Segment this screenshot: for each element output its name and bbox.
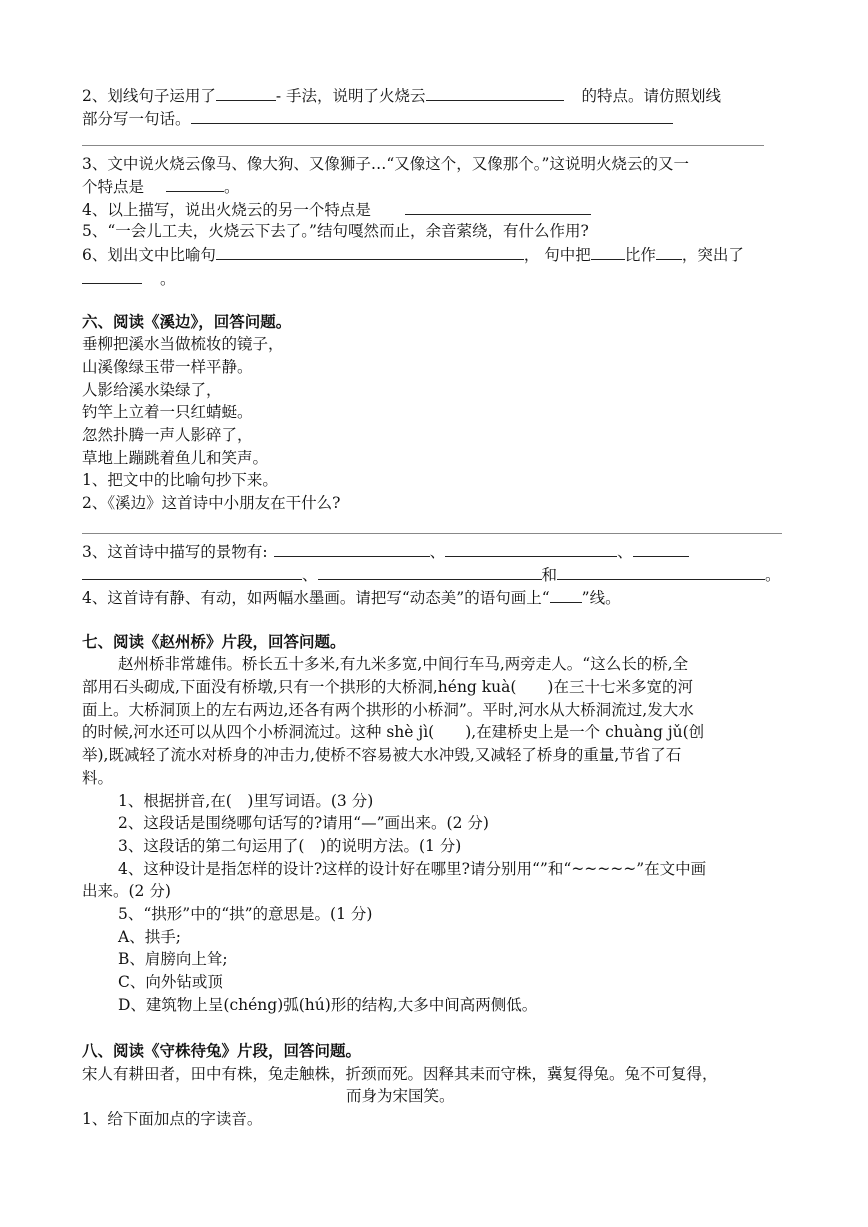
sec7-passage-line: 举),既减轻了流水对桥身的冲击力,使桥不容易被大水冲毁,又减轻了桥身的重量,节省了石 bbox=[82, 746, 682, 764]
sec5-q2-text-b: - 手法，说明了火烧云 bbox=[275, 87, 426, 105]
sec6-title: 六、阅读《溪边》，回答问题。 bbox=[82, 313, 292, 331]
option-b[interactable]: B、肩膀向上耸; bbox=[118, 950, 228, 968]
answer-line[interactable] bbox=[82, 145, 764, 146]
separator: 、 bbox=[617, 543, 633, 561]
answer-blank[interactable] bbox=[318, 563, 542, 580]
sec7-q1: 1、根据拼音,在( )里写词语。(3 分) bbox=[118, 792, 374, 810]
separator: 、 bbox=[429, 543, 446, 561]
sec5-q6-text-b: ， 句中把 bbox=[523, 246, 591, 264]
poem-line: 山溪像绿玉带一样平静。 bbox=[82, 358, 253, 376]
conjunction: 和 bbox=[541, 566, 558, 584]
answer-blank[interactable] bbox=[426, 84, 564, 101]
sec6-q1: 1、把文中的比喻句抄下来。 bbox=[82, 471, 278, 489]
sec7-q4-line1: 4、这种设计是指怎样的设计?这样的设计好在哪里?请分别用“”和“~~~~~”在文中画 bbox=[118, 860, 707, 878]
sec7-passage-line: 面上。大桥洞顶上的左右两边,还各有两个拱形的小桥洞”。平时,河水从大桥洞流过,发大水 bbox=[82, 701, 694, 719]
sec5-q3-line2 bbox=[82, 175, 240, 198]
option-a[interactable]: A、拱手; bbox=[118, 928, 181, 946]
sec6-q3-line2 bbox=[82, 563, 781, 586]
sec5-q2-line2 bbox=[82, 107, 673, 130]
sec7-q2: 2、这段话是围绕哪句话写的?请用“—”画出来。(2 分) bbox=[118, 814, 489, 832]
sec5-q4 bbox=[82, 198, 591, 221]
sec7-title: 七、阅读《赵州桥》片段，回答问题。 bbox=[82, 633, 346, 651]
sec7-passage-line: 料。 bbox=[82, 769, 114, 787]
sec5-q2-text-c: 的特点。请仿照划线 bbox=[581, 87, 722, 105]
sec6-q3-text: 3、这首诗中描写的景物有: bbox=[82, 543, 268, 561]
sec6-q2: 2、《溪边》这首诗中小朋友在干什么? bbox=[82, 494, 341, 512]
sec6-q3-line1 bbox=[82, 540, 689, 563]
sec5-q6-line2 bbox=[82, 267, 176, 290]
sec5-q2-text-a: 2、划线句子运用了 bbox=[82, 87, 216, 105]
sec6-q4-text-a: 4、这首诗有静、有动，如两幅水墨画。请把写“动态美”的语句画上“ bbox=[82, 589, 550, 607]
sec7-passage-line: 部用石头砌成,下面没有桥墩,只有一个拱形的大桥洞,héng kuà( )在三十七米多宽的河 bbox=[82, 678, 693, 696]
poem-line: 人影给溪水染绿了， bbox=[82, 381, 222, 399]
option-d[interactable]: D、建筑物上呈(chéng)弧(hú)形的结构,大多中间高两侧低。 bbox=[118, 996, 538, 1014]
sec5-q6-text-e: 。 bbox=[160, 270, 176, 288]
sec5-q3-text-c: 。 bbox=[224, 178, 240, 196]
option-c[interactable]: C、向外钻或顶 bbox=[118, 973, 223, 991]
answer-blank[interactable] bbox=[274, 540, 430, 557]
answer-blank[interactable] bbox=[82, 563, 302, 580]
answer-blank[interactable] bbox=[216, 243, 524, 260]
sec5-q5-text: 5、“一会儿工夫，火烧云下去了。”结句嘎然而止，余音萦绕，有什么作用? bbox=[82, 222, 589, 240]
period: 。 bbox=[765, 566, 781, 584]
sec6-q4 bbox=[82, 586, 621, 609]
sec8-passage-line: 而身为宋国笑。 bbox=[346, 1087, 455, 1105]
poem-line: 忽然扑腾一声人影碎了， bbox=[82, 426, 253, 444]
poem-line: 草地上蹦跳着鱼儿和笑声。 bbox=[82, 449, 269, 467]
sec5-q4-text: 4、以上描写，说出火烧云的另一个特点是 bbox=[82, 201, 371, 219]
answer-line[interactable] bbox=[82, 533, 782, 534]
sec7-passage-line: 的时候,河水还可以从四个小桥洞流过。这种 shè jì( ),在建桥史上是一个 chuàng jǔ(创 bbox=[82, 723, 705, 741]
sec5-q3-text-b: 个特点是 bbox=[82, 178, 145, 196]
answer-blank[interactable] bbox=[591, 243, 625, 260]
answer-blank[interactable] bbox=[166, 175, 224, 192]
sec5-q6-line1 bbox=[82, 243, 744, 266]
sec8-passage-line: 宋人有耕田者，田中有株，兔走触株，折颈而死。因释其耒而守株，冀复得兔。兔不可复得， bbox=[82, 1065, 718, 1083]
separator: 、 bbox=[302, 566, 318, 584]
sec6-q4-text-b: ”线。 bbox=[581, 589, 621, 607]
sec7-passage-line: 赵州桥非常雄伟。桥长五十多米,有九米多宽,中间行车马,两旁走人。“这么长的桥,全 bbox=[118, 655, 689, 673]
sec5-q5 bbox=[82, 220, 589, 242]
answer-blank[interactable] bbox=[633, 540, 689, 557]
poem-line: 钓竿上立着一只红蜻蜓。 bbox=[82, 403, 253, 421]
sec5-q2-text-d: 部分写一句话。 bbox=[82, 110, 191, 128]
sec5-q2-line1 bbox=[82, 84, 721, 107]
sec5-q6-text-a: 6、划出文中比喻句 bbox=[82, 246, 216, 264]
sec5-q3-text: 3、文中说火烧云像马、像大狗、又像狮子…“又像这个，又像那个。”这说明火烧云的又一 bbox=[82, 155, 689, 173]
answer-blank[interactable] bbox=[82, 267, 142, 284]
answer-blank[interactable] bbox=[656, 243, 682, 260]
answer-blank[interactable] bbox=[557, 563, 765, 580]
sec7-q4-line2: 出来。(2 分) bbox=[82, 882, 171, 900]
answer-blank[interactable] bbox=[216, 84, 276, 101]
answer-blank[interactable] bbox=[550, 586, 582, 603]
poem-line: 垂柳把溪水当做梳妆的镜子， bbox=[82, 335, 284, 353]
sec8-title: 八、阅读《守株待兔》片段，回答问题。 bbox=[82, 1042, 362, 1060]
sec5-q6-text-c: 比作 bbox=[624, 246, 656, 264]
sec7-q5: 5、“拱形”中的“拱”的意思是。(1 分) bbox=[118, 905, 373, 923]
answer-blank[interactable] bbox=[191, 107, 673, 124]
sec5-q6-text-d: ，突出了 bbox=[681, 246, 744, 264]
answer-blank[interactable] bbox=[445, 540, 617, 557]
answer-blank[interactable] bbox=[405, 198, 591, 215]
sec7-q3: 3、这段话的第二句运用了( )的说明方法。(1 分) bbox=[118, 837, 462, 855]
sec5-q3-line1 bbox=[82, 153, 689, 175]
sec8-q1: 1、给下面加点的字读音。 bbox=[82, 1110, 263, 1128]
